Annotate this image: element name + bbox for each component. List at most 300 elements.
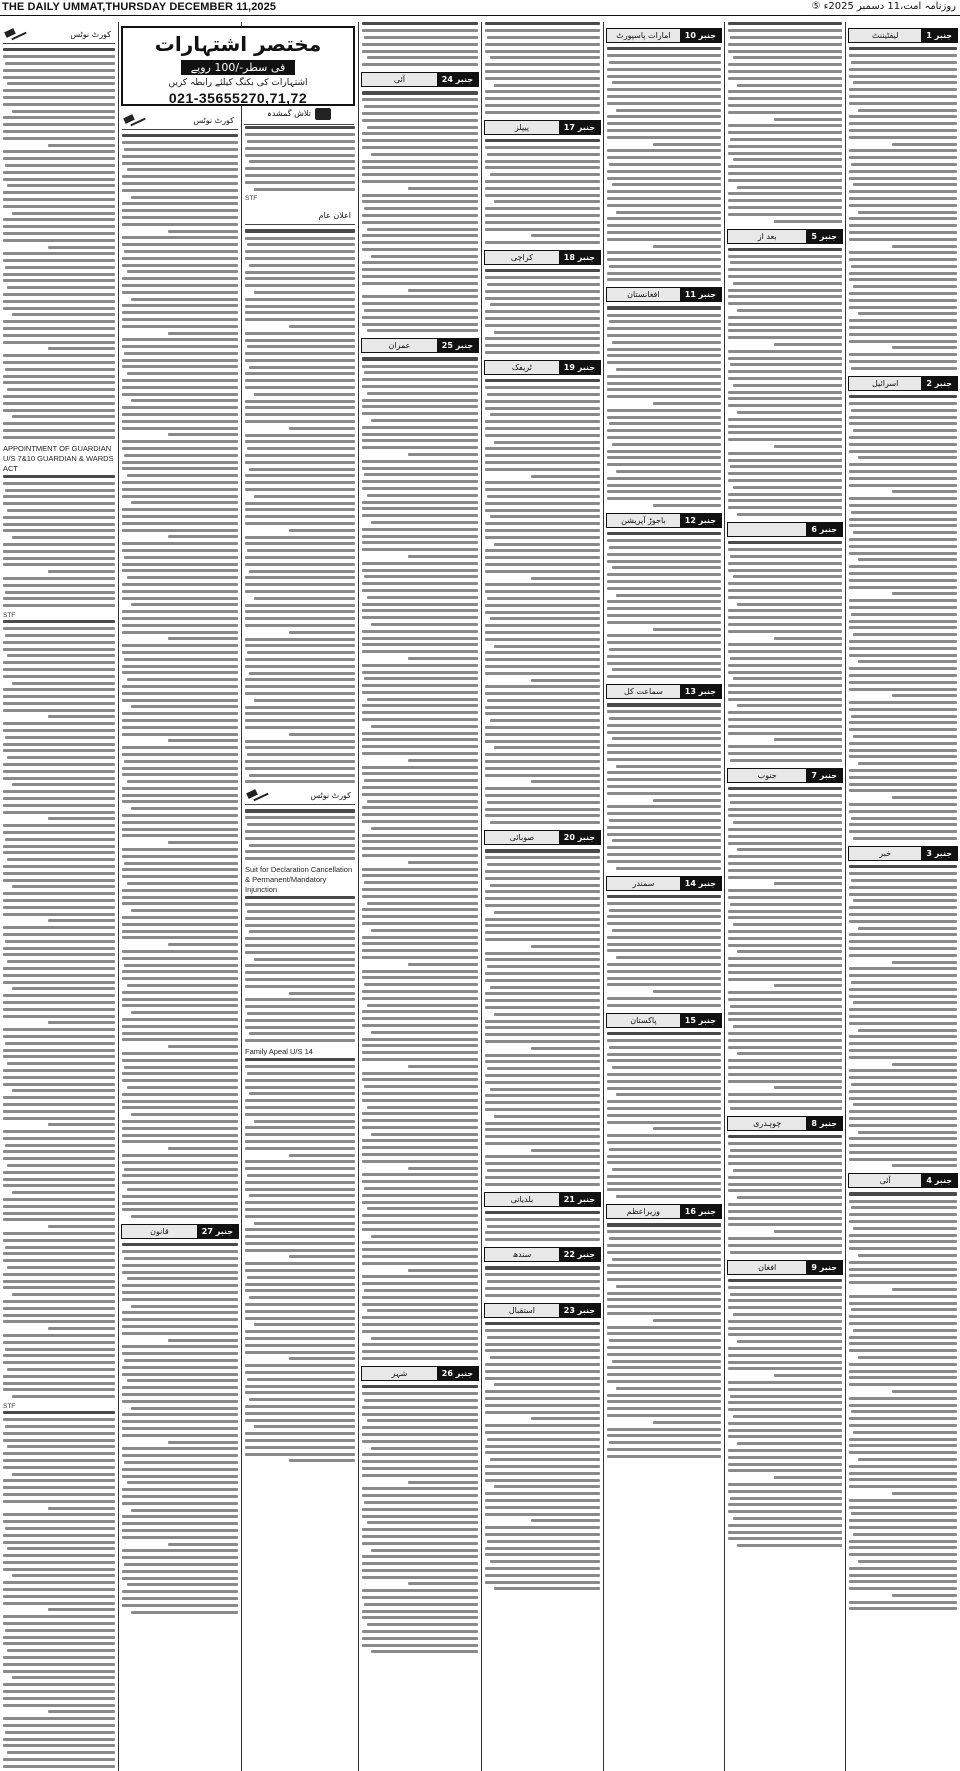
text-line [485,1020,600,1023]
text-line [728,391,842,394]
text-line [849,1546,957,1549]
text-line [122,325,238,328]
text-line [737,186,842,189]
text-line [858,762,957,765]
text-line [728,213,842,216]
text-line [728,1503,842,1506]
story-number: جنبر 26 [437,1367,478,1380]
text-line [245,400,355,403]
story-tag [361,338,479,353]
text-line [122,1488,238,1491]
text-line [485,1411,600,1414]
text-line [7,509,115,512]
text-line [408,555,478,558]
text-line [362,412,478,415]
text-line [362,936,478,939]
text-line [733,158,842,161]
text-line [607,778,721,781]
story-category: شہر [391,1368,408,1378]
text-line [3,933,115,936]
text-line [616,765,721,768]
text-line [774,637,842,640]
text-line [245,277,355,280]
text-line [362,1044,478,1047]
text-line [245,1303,355,1306]
text-line [48,246,115,249]
text-line [612,341,721,344]
text-line [362,1569,478,1572]
text-line [5,1246,115,1249]
text-line [730,1293,842,1296]
text-line [853,531,957,534]
ad-contact-label: اشتہارات کی بکنگ کیلئے رابطہ کریں [168,78,308,88]
text-line [7,1368,115,1371]
text-line [853,1103,957,1106]
text-line [245,760,355,763]
text-line [849,810,957,813]
text-line [849,1261,957,1264]
text-line [849,1234,957,1237]
text-line [371,1337,478,1340]
text-line [849,872,957,875]
text-line [851,817,957,820]
text-line [362,1555,478,1558]
text-line [362,1350,478,1353]
text-line [612,929,721,932]
text-line [733,821,842,824]
text-line [607,1400,721,1403]
text-line [3,1028,115,1031]
text-line [607,251,721,254]
text-line [607,1087,721,1090]
text-line [728,192,842,195]
text-block [119,1243,241,1613]
text-line [3,557,115,560]
text-line [494,1013,600,1016]
text-line [849,913,957,916]
text-line [245,1337,355,1340]
text-line [494,543,600,546]
text-line [362,942,478,945]
text-line [245,1147,355,1150]
text-line [245,1269,355,1272]
text-line [3,482,115,485]
text-line [728,43,842,46]
text-line [3,232,115,235]
text-line [245,1242,355,1245]
text-line [849,1315,957,1318]
text-line [249,468,355,471]
text-line [607,177,721,180]
text-line [362,806,478,809]
text-line [487,1438,600,1441]
text-line [485,979,600,982]
text-line [245,434,355,437]
story-number: جنبر 20 [559,831,600,844]
text-line [362,1357,478,1360]
text-line [3,1252,115,1255]
text-line [3,1758,115,1761]
text-line [5,368,115,371]
text-line [607,375,721,378]
text-line [728,1039,842,1042]
text-line [408,759,478,762]
text-line [122,787,238,790]
text-line [5,1629,115,1632]
text-line [245,837,355,840]
text-line [3,1642,115,1645]
text-line [849,552,957,555]
text-block [482,1266,603,1297]
text-line [849,893,957,896]
story-number: جنبر 15 [680,1014,721,1027]
text-line [124,556,238,559]
text-line [728,377,842,380]
text-line [728,671,842,674]
text-line [362,365,478,368]
text-line [122,583,238,586]
text-line [485,787,600,790]
story-number: جنبر 9 [806,1261,842,1274]
text-line [3,123,115,126]
text-line [485,1294,600,1297]
text-line [362,1385,478,1388]
text-line [7,1547,115,1550]
text-line [247,447,355,450]
text-line [362,1112,478,1115]
text-line [849,572,957,575]
text-line [408,289,478,292]
text-line [245,298,355,301]
text-line [362,1508,478,1511]
text-line [364,309,478,312]
text-line [485,611,600,614]
text-line [849,988,957,991]
text-line [892,961,957,964]
text-line [245,1330,355,1333]
text-line [122,1475,238,1478]
text-line [609,717,721,720]
text-line [849,395,957,398]
text-line [485,207,600,210]
story-tag [727,1260,843,1275]
text-line [122,1174,238,1177]
text-line [3,1001,115,1004]
text-line [245,937,355,940]
text-line [122,665,238,668]
text-line [737,1196,842,1199]
text-line [728,165,842,168]
text-line [728,124,842,127]
text-line [849,1376,957,1379]
text-line [607,102,721,105]
text-line [122,814,238,817]
text-line [737,84,842,87]
text-block [725,248,845,516]
guardian-appointment-english: APPOINTMENT OF GUARDIAN U/S 7&10 GUARDIAN & WARDS ACT [3,443,114,473]
text-line [485,194,600,197]
text-line [408,187,478,190]
text-line [122,1577,238,1580]
text-line [607,997,721,1000]
text-line [245,1249,355,1252]
text-line [122,1127,238,1130]
text-line [728,50,842,53]
text-line [728,664,842,667]
text-line [408,1582,478,1585]
text-line [485,1499,600,1502]
text-line [485,897,600,900]
text-line [364,881,478,884]
text-line [487,597,600,600]
story-tag [848,28,958,43]
text-line [849,319,957,322]
text-line [485,310,600,313]
text-line [245,1160,355,1163]
text-line [607,860,721,863]
text-line [607,95,721,98]
story-tag [606,876,722,891]
text-line [607,1455,721,1458]
text-line [122,338,238,341]
text-line [849,306,957,309]
text-line [245,372,355,375]
text-line [733,1169,842,1172]
text-line [124,1066,238,1069]
text-line [728,289,842,292]
story-number: جنبر 25 [437,339,478,352]
text-line [487,863,600,866]
text-line [849,667,957,670]
text-line [122,318,238,321]
text-line [249,930,355,933]
text-line [3,777,115,780]
text-line [371,1031,478,1034]
story-number: جنبر 21 [559,1193,600,1206]
text-line [122,685,238,688]
text-line [362,91,478,94]
text-line [122,495,238,498]
text-line [607,348,721,351]
text-line [122,821,238,824]
text-line [485,1479,600,1482]
text-line [851,367,957,370]
text-line [367,596,478,599]
text-line [245,998,355,1001]
text-line [3,1117,115,1120]
text-line [728,275,842,278]
text-line [607,1032,721,1035]
text-line [607,354,721,357]
text-line [249,1194,355,1197]
story-category: وزیراعظم [626,1207,661,1217]
text-line [3,429,115,432]
text-line [122,794,238,797]
text-line [485,726,600,729]
text-line [494,911,600,914]
text-line [607,197,721,200]
text-line [733,1313,842,1316]
text-line [487,801,600,804]
text-line [485,1404,600,1407]
text-line [3,584,115,587]
text-line [607,731,721,734]
text-line [849,1526,957,1529]
text-line [254,597,355,600]
text-line [728,876,842,879]
text-line [122,406,238,409]
text-line [728,1306,842,1309]
text-block [119,134,241,1218]
text-line [3,1354,115,1357]
text-line [289,992,355,995]
text-line [362,990,478,993]
text-line [362,970,478,973]
text-line [607,258,721,261]
text-line [849,1137,957,1140]
text-line [362,854,478,857]
text-line [362,1576,478,1579]
text-line [245,1289,355,1292]
text-line [245,515,355,518]
text-line [485,1162,600,1165]
text-line [487,153,600,156]
story-tag [606,513,722,528]
text-line [122,1413,238,1416]
text-line [849,538,957,541]
text-line [3,1341,115,1344]
story-tag [484,830,601,845]
text-line [362,1194,478,1197]
text-line [371,929,478,932]
text-line [485,468,600,471]
text-line [728,562,842,565]
text-line [607,703,721,706]
text-line [3,1259,115,1262]
text-line [849,204,957,207]
text-line [122,216,238,219]
text-line [609,61,721,64]
text-line [362,1248,478,1251]
text-line [12,1473,115,1476]
text-line [485,187,600,190]
text-line [485,324,600,327]
text-line [728,506,842,509]
text-line [122,950,238,953]
text-line [245,1039,355,1042]
text-line [245,665,355,668]
text-line [531,577,600,580]
text-line [607,334,721,337]
story-number: جنبر 12 [680,514,721,527]
text-line [728,1456,842,1459]
text-line [364,105,478,108]
text-line [367,56,478,59]
text-line [728,889,842,892]
court-notice-label: کورٹ نوٹس [70,30,111,39]
text-line [728,1018,842,1021]
text-line [485,221,600,224]
text-line [728,350,842,353]
text-line [122,481,238,484]
text-line [733,1517,842,1520]
text-line [3,1232,115,1235]
text-line [849,1302,957,1305]
text-line [362,1160,478,1163]
text-line [122,1079,238,1082]
text-line [362,1474,478,1477]
text-line [3,661,115,664]
text-line [12,1293,115,1296]
text-block [725,541,845,762]
text-line [728,1531,842,1534]
text-line [849,1580,957,1583]
text-line [48,570,115,573]
text-line [245,780,355,783]
lost-found-label: تلاش گمشدہ [267,109,311,118]
text-line [849,769,957,772]
text-line [728,131,842,134]
text-line [362,664,478,667]
story-tag [361,72,479,87]
text-line [362,711,478,714]
text-line [728,104,842,107]
text-line [487,495,600,498]
text-line [122,223,238,226]
text-line [728,479,842,482]
text-line [728,1361,842,1364]
text-line [774,984,842,987]
text-line [733,575,842,578]
text-line [490,617,600,620]
text-line [737,309,842,312]
text-line [362,501,478,504]
text-line [245,978,355,981]
text-line [485,665,600,668]
text-line [3,1083,115,1086]
text-line [728,643,842,646]
text-line [3,1656,115,1659]
text-line [892,1063,957,1066]
text-line [485,70,600,73]
text-line [3,1690,115,1693]
text-line [364,1603,478,1606]
text-line [364,207,478,210]
text-line [371,153,478,156]
gavel-icon [122,115,148,127]
text-line [849,102,957,105]
text-line [609,163,721,166]
text-line [362,1644,478,1647]
text-line [122,855,238,858]
text-line [728,1367,842,1370]
text-line [485,904,600,907]
text-line [367,392,478,395]
text-line [490,56,600,59]
text-line [485,379,600,382]
text-line [607,1100,721,1103]
text-line [362,834,478,837]
text-block [725,22,845,223]
text-line [485,570,600,573]
text-line [122,733,238,736]
text-line [849,497,957,500]
text-line [362,589,478,592]
text-line [3,845,115,848]
text-line [485,1006,600,1009]
text-line [3,1744,115,1747]
text-line [254,495,355,498]
